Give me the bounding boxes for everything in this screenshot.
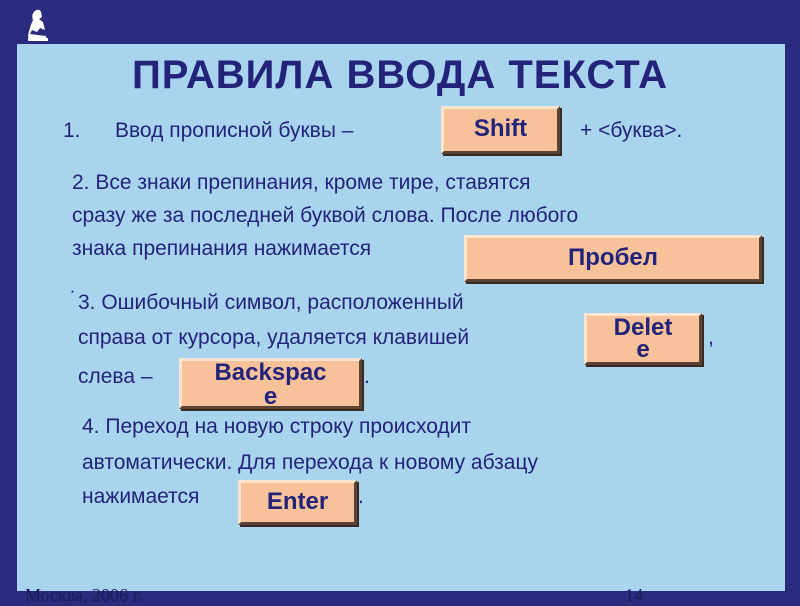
rule1-suffix: + <буква>. xyxy=(580,119,683,142)
slide-title: ПРАВИЛА ВВОДА ТЕКСТА xyxy=(131,53,669,97)
backspace-key xyxy=(179,358,362,409)
backspace-key-label-line2: e xyxy=(263,383,278,410)
enter-key-label: Enter xyxy=(266,488,329,515)
delete-key-label-line2: e xyxy=(636,336,650,363)
footer-city-year: Москва, 2006 г. xyxy=(25,585,143,605)
rule3-line1: 3. Ошибочный символ, расположенный xyxy=(78,291,464,314)
shift-key-label: Shift xyxy=(473,115,528,142)
footer-slide-number: 14 xyxy=(625,585,643,605)
rule3-period: . xyxy=(364,365,370,388)
rule3-line3: слева – xyxy=(78,365,153,388)
delete-key xyxy=(584,313,702,365)
enter-key xyxy=(238,480,357,525)
rule1-text: Ввод прописной буквы – xyxy=(115,119,354,142)
shift-key xyxy=(441,106,560,154)
rule2-line3: знака препинания нажимается xyxy=(72,237,372,260)
rule1-number: 1. xyxy=(63,119,81,142)
rule2-line2: сразу же за последней буквой слова. После любого xyxy=(72,204,579,227)
space-key xyxy=(464,235,762,282)
rule2-line1: 2. Все знаки препинания, кроме тире, ставятся xyxy=(72,171,531,194)
rule4-line2: автоматически. Для перехода к новому абзацу xyxy=(82,451,539,474)
rule3-comma: , xyxy=(708,326,714,349)
rule3-marker: ˙ xyxy=(70,288,77,311)
rule4-line3: нажимается xyxy=(82,485,200,508)
rule3-line2: справа от курсора, удаляется клавишей xyxy=(78,326,470,349)
delete-key-label-line1: Delet xyxy=(613,314,673,341)
backspace-key-label-line1: Backspac xyxy=(214,359,327,386)
space-key-label: Пробел xyxy=(568,244,658,271)
rule4-line1: 4. Переход на новую строку происходит xyxy=(82,415,472,438)
rule4-period: . xyxy=(358,485,364,508)
knight-logo-icon xyxy=(22,8,54,44)
